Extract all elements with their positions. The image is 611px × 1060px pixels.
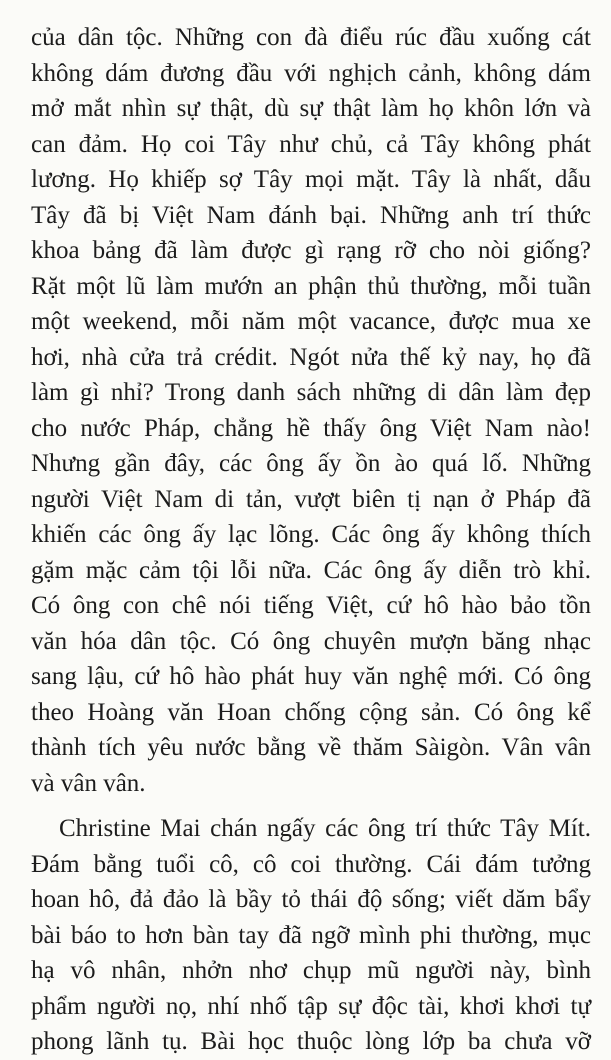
text-line: của dân tộc. Những con đà điểu rúc đầu xuống cát xyxy=(31,24,591,51)
text-line: Christine Mai chán ngấy các ông trí thức Tây Mít. xyxy=(59,815,591,842)
paragraph-gap xyxy=(31,801,591,811)
text-line: thành tích yêu nước bằng về thăm Sàigòn. Vân vân xyxy=(31,734,591,761)
text-line: một weekend, mỗi năm một vacance, được mua xe xyxy=(31,308,591,335)
text-line: bài báo to hơn bàn tay đã ngỡ mình phi thường, mục xyxy=(31,921,591,949)
text-line: Nhưng gần đây, các ông ấy ồn ào quá lố. Những xyxy=(31,450,591,477)
text-line: sang lậu, cứ hô hào phát huy văn nghệ mới. Có ông xyxy=(31,663,591,690)
text-line: khiến các ông ấy lạc lõng. Các ông ấy không thích xyxy=(31,521,591,548)
text-line: cho nước Pháp, chẳng hề thấy ông Việt Nam nào! xyxy=(31,414,591,442)
text-line: làm gì nhỉ? Trong danh sách những di dân làm đẹp xyxy=(31,379,591,406)
text-line: Có ông con chê nói tiếng Việt, cứ hô hào bảo tồn xyxy=(31,592,591,619)
text-line: văn hóa dân tộc. Có ông chuyên mượn băng nhạc xyxy=(31,627,591,655)
text-line: hoan hô, đả đảo là bầy tỏ thái độ sống; viết dăm bẩy xyxy=(31,886,591,913)
text-line: phong lãnh tụ. Bài học thuộc lòng lớp ba chưa vỡ xyxy=(31,1028,591,1055)
text-line: Tây đã bị Việt Nam đánh bại. Những anh trí thức xyxy=(31,201,591,229)
paragraph-1 xyxy=(31,20,591,801)
text-line: Rặt một lũ làm mướn an phận thủ thường, mỗi tuần xyxy=(31,272,591,300)
paragraph-2 xyxy=(31,811,591,1060)
text-line: hạ vô nhân, nhởn nhơ chụp mũ người này, bình xyxy=(31,957,591,984)
text-line: và vân vân. xyxy=(31,769,146,797)
text-line: theo Hoàng văn Hoan chống cộng sản. Có ông kể xyxy=(31,698,591,726)
text-line: hơi, nhà cửa trả crédit. Ngót nửa thế kỷ nay, họ đã xyxy=(31,343,591,371)
text-line: lương. Họ khiếp sợ Tây mọi mặt. Tây là nhất, dẫu xyxy=(31,166,591,193)
text-line: không dám đương đầu với nghịch cảnh, không dám xyxy=(31,59,591,87)
text-line: mở mắt nhìn sự thật, dù sự thật làm họ khôn lớn và xyxy=(31,95,591,122)
text-line: Đám bằng tuổi cô, cô coi thường. Cái đám tưởng xyxy=(31,850,591,878)
text-line: can đảm. Họ coi Tây như chủ, cả Tây không phát xyxy=(31,130,591,158)
text-line: phẩm người nọ, nhí nhố tập sự độc tài, khơi khơi tự xyxy=(31,992,591,1020)
text-line: khoa bảng đã làm được gì rạng rỡ cho nòi giống? xyxy=(31,237,591,264)
text-line: người Việt Nam di tản, vượt biên tị nạn ở Pháp đã xyxy=(31,485,591,513)
text-line: gặm mặc cảm tội lỗi nữa. Các ông ấy diễn trò khỉ. xyxy=(31,556,591,584)
